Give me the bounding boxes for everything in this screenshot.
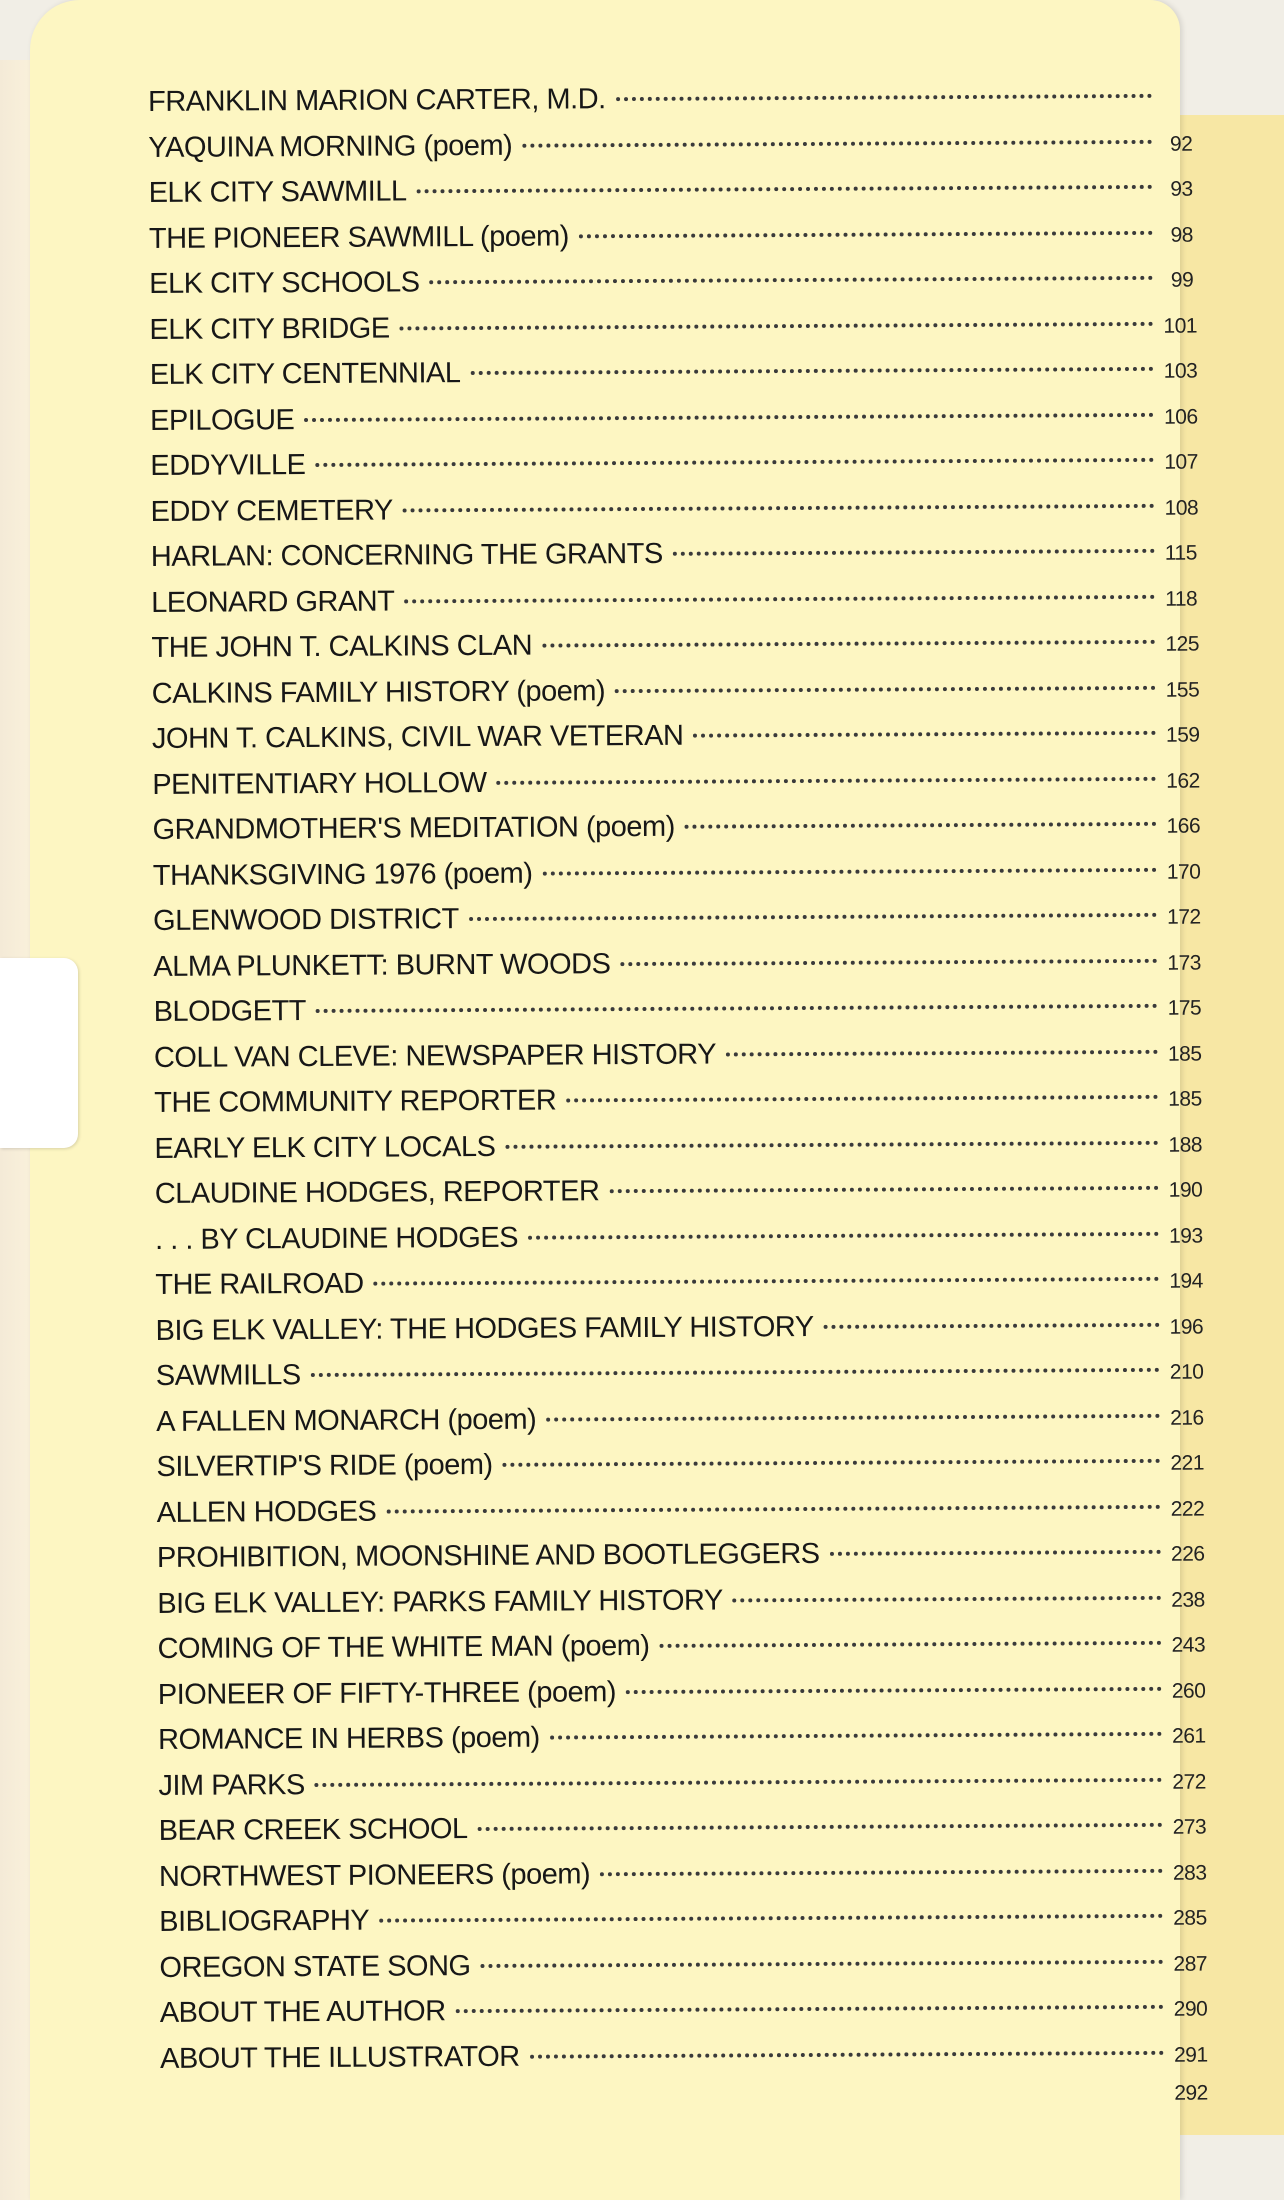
toc-entry-page-number: 106 bbox=[1163, 405, 1198, 429]
dot-leader bbox=[673, 549, 1155, 556]
dot-leader bbox=[530, 2050, 1164, 2058]
toc-entry-title: OREGON STATE SONG bbox=[159, 1949, 471, 1984]
dot-leader bbox=[620, 958, 1157, 965]
toc-entry-title: BIBLIOGRAPHY bbox=[159, 1904, 370, 1938]
toc-entry bbox=[160, 2081, 1208, 2128]
toc-entry bbox=[159, 1945, 1208, 1991]
dot-leader bbox=[615, 685, 1156, 692]
dot-leader bbox=[550, 1732, 1162, 1740]
toc-entry bbox=[148, 80, 1192, 126]
dot-leader bbox=[316, 1004, 1158, 1013]
dot-leader bbox=[379, 1914, 1163, 1923]
toc-entry-title: ELK CITY SCHOOLS bbox=[149, 266, 420, 300]
toc-entry bbox=[149, 307, 1198, 353]
dot-leader bbox=[403, 503, 1155, 512]
toc-entry-page-number: 175 bbox=[1167, 996, 1202, 1020]
dot-leader bbox=[566, 1095, 1158, 1103]
toc-entry-title: SAWMILLS bbox=[155, 1359, 301, 1392]
toc-entry-title: COLL VAN CLEVE: NEWSPAPER HISTORY bbox=[153, 1038, 717, 1074]
toc-entry bbox=[157, 1627, 1206, 1673]
toc-entry bbox=[149, 216, 1193, 262]
toc-entry-title: EDDYVILLE bbox=[150, 449, 306, 482]
toc-entry bbox=[156, 1445, 1205, 1491]
toc-entry bbox=[151, 717, 1200, 763]
toc-entry-title: SILVERTIP'S RIDE (poem) bbox=[156, 1448, 493, 1483]
dot-leader bbox=[830, 1550, 1161, 1556]
toc-entry bbox=[157, 1581, 1205, 1627]
toc-entry-title: PIONEER OF FIFTY-THREE (poem) bbox=[157, 1675, 617, 1711]
toc-entry-title: NORTHWEST PIONEERS (poem) bbox=[158, 1857, 591, 1893]
dot-leader bbox=[481, 1959, 1164, 1967]
toc-entry bbox=[152, 762, 1200, 808]
toc-entry-title: GRANDMOTHER'S MEDITATION (poem) bbox=[152, 810, 675, 846]
toc-entry-title: ABOUT THE AUTHOR bbox=[159, 1995, 446, 2029]
dot-leader bbox=[693, 731, 1156, 738]
toc-entry-page-number: 290 bbox=[1173, 1997, 1208, 2021]
toc-entry bbox=[159, 2036, 1208, 2082]
dot-leader bbox=[542, 640, 1155, 648]
toc-entry bbox=[149, 262, 1193, 308]
dot-leader bbox=[470, 367, 1153, 375]
toc-entry bbox=[153, 899, 1201, 945]
toc-entry-page-number: 99 bbox=[1170, 268, 1194, 292]
toc-entry bbox=[151, 580, 1198, 626]
toc-entry-title: THE RAILROAD bbox=[155, 1267, 364, 1301]
toc-entry-title: COMING OF THE WHITE MAN (poem) bbox=[157, 1629, 650, 1665]
dot-leader bbox=[400, 321, 1154, 330]
toc-entry bbox=[150, 489, 1199, 535]
toc-entry-page-number: 273 bbox=[1172, 1815, 1207, 1839]
toc-entry-title: EDDY CEMETERY bbox=[150, 494, 393, 528]
toc-entry-page-number: 155 bbox=[1165, 678, 1200, 702]
toc-entry-title: . . . BY CLAUDINE HODGES bbox=[154, 1221, 519, 1256]
dot-leader bbox=[315, 1777, 1163, 1786]
dot-leader bbox=[726, 1049, 1158, 1056]
dot-leader bbox=[315, 458, 1154, 467]
toc-entry bbox=[149, 171, 1193, 217]
toc-entry-title: JIM PARKS bbox=[158, 1768, 305, 1802]
toc-entry-page-number: 222 bbox=[1170, 1497, 1205, 1521]
toc-entry-title: CALKINS FAMILY HISTORY (poem) bbox=[151, 674, 606, 710]
toc-entry-page-number: 118 bbox=[1165, 587, 1198, 611]
toc-entry-title: LEONARD GRANT bbox=[151, 585, 395, 619]
toc-entry bbox=[151, 671, 1200, 717]
toc-entry-page-number: 193 bbox=[1168, 1224, 1203, 1248]
toc-entry-page-number: 173 bbox=[1167, 951, 1201, 975]
toc-entry bbox=[151, 535, 1195, 581]
toc-entry-title: THE PIONEER SAWMILL (poem) bbox=[148, 219, 569, 255]
dot-leader bbox=[626, 1686, 1162, 1693]
toc-entry-page-number: 170 bbox=[1166, 860, 1201, 884]
toc-entry-page-number: 162 bbox=[1166, 769, 1200, 793]
dot-leader bbox=[456, 2005, 1164, 2013]
bookmark-tab bbox=[0, 958, 78, 1148]
dot-leader bbox=[579, 230, 1153, 238]
toc-entry-title: PENITENTIARY HOLLOW bbox=[152, 766, 487, 801]
toc-entry-page-number: 93 bbox=[1170, 177, 1193, 201]
toc-entry-title: ELK CITY CENTENNIAL bbox=[149, 357, 461, 391]
dot-leader bbox=[609, 1186, 1158, 1193]
toc-entry-page-number: 185 bbox=[1167, 1042, 1202, 1066]
toc-entry-page-number: 101 bbox=[1163, 314, 1198, 338]
dot-leader bbox=[429, 276, 1153, 284]
dot-leader bbox=[660, 1641, 1162, 1648]
dot-leader bbox=[546, 1413, 1160, 1421]
toc-entry-title: THE JOHN T. CALKINS CLAN bbox=[151, 629, 533, 664]
dot-leader bbox=[824, 1322, 1160, 1328]
toc-entry bbox=[154, 1081, 1202, 1127]
dot-leader bbox=[503, 1459, 1161, 1467]
toc-entry-title: BEAR CREEK SCHOOL bbox=[158, 1813, 468, 1847]
toc-entry-title: HARLAN: CONCERNING THE GRANTS bbox=[150, 537, 663, 573]
dot-leader bbox=[386, 1504, 1160, 1513]
dot-leader bbox=[528, 1231, 1159, 1239]
toc-entry-page-number: 287 bbox=[1173, 1952, 1208, 1976]
toc-entry-page-number: 103 bbox=[1163, 359, 1198, 383]
toc-entry-title: ELK CITY BRIDGE bbox=[149, 312, 390, 346]
toc-entry bbox=[153, 1035, 1202, 1081]
dot-leader bbox=[616, 94, 1152, 101]
toc-entry bbox=[157, 1672, 1206, 1718]
toc-entry-page-number: 285 bbox=[1173, 1906, 1207, 1930]
dot-leader bbox=[685, 822, 1157, 829]
dot-leader bbox=[505, 1140, 1158, 1148]
toc-entry bbox=[155, 1263, 1203, 1309]
toc-entry-page-number: 210 bbox=[1169, 1360, 1204, 1384]
toc-entry bbox=[152, 808, 1201, 854]
toc-entry bbox=[154, 1172, 1203, 1218]
toc-entry-page-number: 107 bbox=[1164, 450, 1198, 474]
toc-entry-title: EPILOGUE bbox=[149, 403, 295, 437]
dot-leader bbox=[404, 594, 1155, 603]
toc-entry bbox=[158, 1718, 1206, 1764]
toc-entry bbox=[154, 1217, 1203, 1263]
toc-entry-page-number: 283 bbox=[1172, 1861, 1207, 1885]
toc-entry-page-number: 238 bbox=[1171, 1588, 1205, 1612]
dot-leader bbox=[311, 1368, 1160, 1377]
toc-entry-page-number: 98 bbox=[1170, 223, 1193, 247]
toc-entry-title: YAQUINA MORNING (poem) bbox=[148, 129, 513, 164]
toc-entry bbox=[153, 990, 1202, 1036]
toc-entry bbox=[152, 853, 1201, 899]
toc-entry-page-number: 226 bbox=[1170, 1542, 1205, 1566]
dot-leader bbox=[469, 913, 1157, 921]
dot-leader bbox=[522, 139, 1152, 147]
toc-entry-page-number: 221 bbox=[1170, 1451, 1205, 1475]
toc-entry-title: BIG ELK VALLEY: PARKS FAMILY HISTORY bbox=[157, 1584, 723, 1620]
toc-entry-page-number: 190 bbox=[1168, 1178, 1203, 1202]
toc-entry-page-number: 216 bbox=[1170, 1406, 1204, 1430]
toc-entry-title: EARLY ELK CITY LOCALS bbox=[154, 1130, 496, 1165]
toc-entry-title: FRANKLIN MARION CARTER, M.D. bbox=[148, 83, 606, 118]
dot-leader bbox=[733, 1595, 1162, 1602]
toc-entry bbox=[151, 626, 1200, 672]
toc-entry bbox=[155, 1308, 1204, 1354]
toc-entry bbox=[159, 1900, 1207, 1946]
dot-leader bbox=[304, 412, 1154, 421]
toc-entry bbox=[149, 398, 1198, 444]
toc-entry bbox=[156, 1399, 1204, 1445]
toc-entry-title: BIG ELK VALLEY: THE HODGES FAMILY HISTORY bbox=[155, 1310, 814, 1347]
toc-entry-title: PROHIBITION, MOONSHINE AND BOOTLEGGERS bbox=[156, 1537, 820, 1574]
toc-entry-page-number: 261 bbox=[1172, 1724, 1206, 1748]
toc-entry-page-number: 172 bbox=[1167, 905, 1201, 929]
toc-entry-title: ELK CITY SAWMILL bbox=[148, 175, 407, 209]
toc-entry-title: CLAUDINE HODGES, REPORTER bbox=[154, 1175, 600, 1210]
dot-leader bbox=[497, 776, 1157, 784]
toc-entry-title: GLENWOOD DISTRICT bbox=[153, 903, 459, 937]
toc-entry bbox=[153, 944, 1201, 990]
toc-entry-title: THE COMMUNITY REPORTER bbox=[154, 1084, 557, 1119]
toc-entry-page-number: 188 bbox=[1168, 1133, 1203, 1157]
toc-entry-page-number: 194 bbox=[1169, 1269, 1203, 1293]
toc-entry bbox=[154, 1126, 1203, 1172]
dot-leader bbox=[478, 1823, 1163, 1831]
toc-entry-title: ABOUT THE ILLUSTRATOR bbox=[159, 2040, 520, 2075]
table-of-contents bbox=[148, 80, 1208, 2166]
toc-entry bbox=[159, 1991, 1208, 2037]
toc-entry-page-number: 108 bbox=[1164, 496, 1199, 520]
toc-entry-page-number: 92 bbox=[1169, 132, 1193, 156]
toc-entry-title: A FALLEN MONARCH (poem) bbox=[156, 1403, 537, 1438]
dot-leader bbox=[600, 1868, 1163, 1875]
toc-entry-page-number: 159 bbox=[1165, 723, 1200, 747]
toc-entry bbox=[156, 1490, 1205, 1536]
toc-entry-title: JOHN T. CALKINS, CIVIL WAR VETERAN bbox=[151, 719, 684, 755]
toc-entry-title: ALLEN HODGES bbox=[156, 1495, 377, 1529]
toc-entry bbox=[158, 1763, 1206, 1809]
toc-entry-page-number: 291 bbox=[1173, 2043, 1208, 2067]
toc-entry-title: BLODGETT bbox=[153, 995, 307, 1028]
toc-entry bbox=[148, 125, 1192, 171]
toc-entry bbox=[155, 1354, 1204, 1400]
toc-entry-page-number: 115 bbox=[1164, 541, 1197, 565]
toc-entry-page-number: 196 bbox=[1169, 1315, 1204, 1339]
toc-entry-title: THANKSGIVING 1976 (poem) bbox=[152, 857, 533, 892]
book-page bbox=[30, 0, 1208, 2200]
toc-entry bbox=[156, 1536, 1205, 1582]
toc-entry bbox=[158, 1809, 1207, 1855]
toc-entry bbox=[150, 444, 1198, 490]
toc-entry-page-number: 260 bbox=[1171, 1679, 1206, 1703]
dot-leader bbox=[374, 1277, 1160, 1286]
toc-entry bbox=[149, 353, 1198, 399]
toc-entry-title: ALMA PLUNKETT: BURNT WOODS bbox=[153, 947, 611, 983]
dot-leader bbox=[417, 185, 1153, 193]
toc-entry bbox=[158, 1854, 1207, 1900]
toc-entry-page-number: 243 bbox=[1171, 1633, 1206, 1657]
toc-entry-page-number: 125 bbox=[1165, 632, 1200, 656]
toc-entry-page-number: 292 bbox=[1174, 2081, 1208, 2105]
toc-entry-title: ROMANCE IN HERBS (poem) bbox=[158, 1721, 540, 1756]
toc-entry-page-number: 185 bbox=[1168, 1087, 1202, 1111]
toc-entry-page-number: 272 bbox=[1172, 1770, 1206, 1794]
dot-leader bbox=[542, 867, 1156, 875]
toc-entry-page-number: 166 bbox=[1166, 814, 1201, 838]
